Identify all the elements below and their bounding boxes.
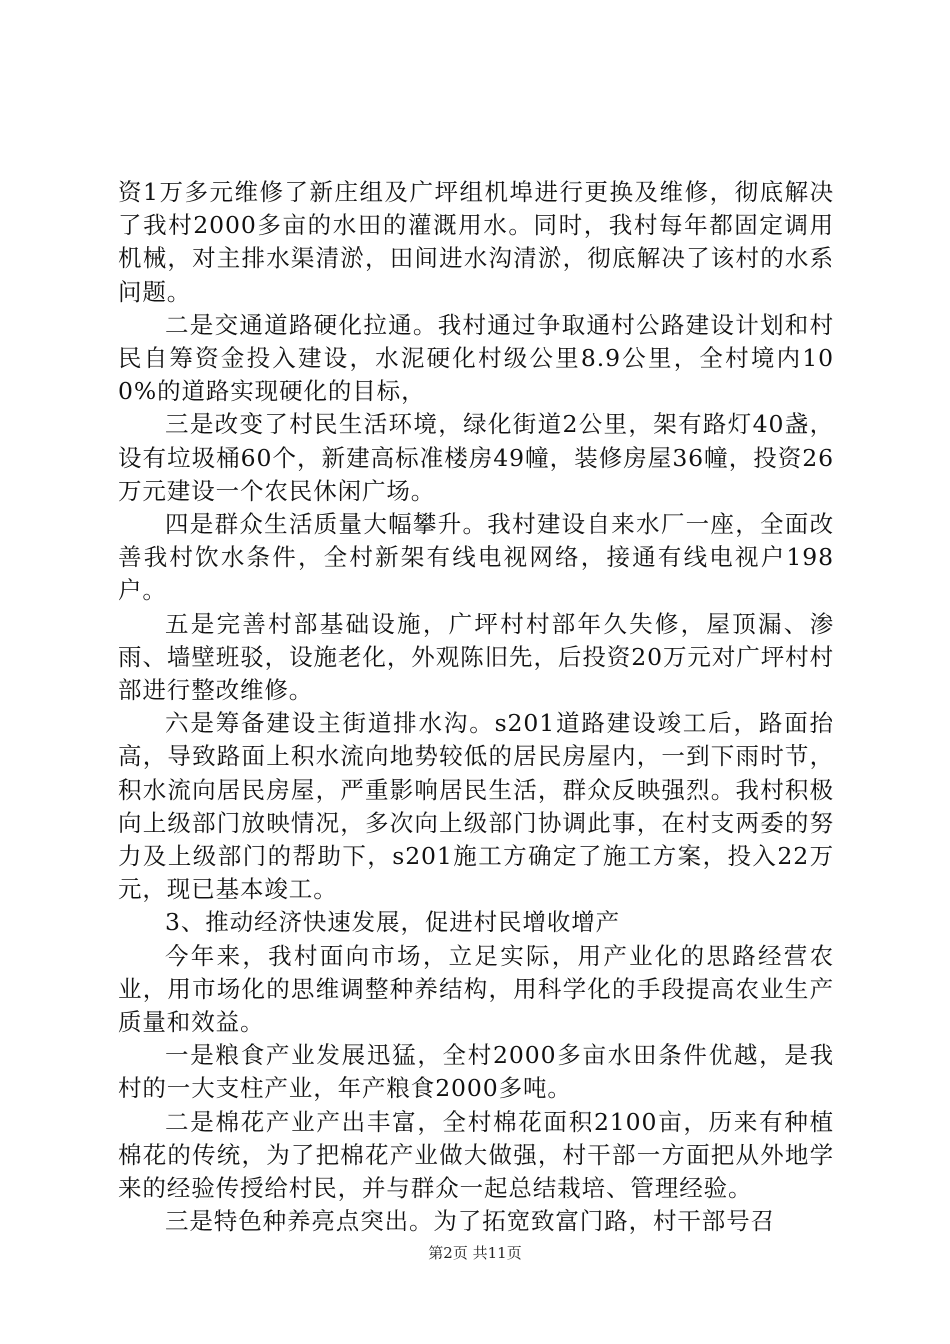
paragraph: 三是特色种养亮点突出。为了拓宽致富门路，村干部号召 [165,1207,775,1236]
page-number-footer: 第2页 共11页 [428,1244,522,1262]
paragraph: 二是交通道路硬化拉通。我村通过争取通村公路建设计划和村民自筹资金投入建设，水泥硬化村级公里8.9公里，全村境内100%的道路实现硬化的目标， [118,310,834,406]
document-body [118,176,834,1239]
section-heading: 3、推动经济快速发展，促进村民增收增产 [165,908,621,937]
paragraph: 资1万多元维修了新庄组及广坪组机埠进行更换及维修，彻底解决了我村2000多亩的水田的灌溉用水。同时，我村每年都固定调用机械，对主排水渠清淤，田间进水沟清淤，彻底解决了该村的水系问题。 [118,178,834,306]
paragraph: 六是筹备建设主街道排水沟。s201道路建设竣工后，路面抬高，导致路面上积水流向地势较低的居民房屋内，一到下雨时节，积水流向居民房屋，严重影响居民生活，群众反映强烈。我村积极向上级部门放映情况，多次向上级部门协调此事，在村支两委的努力及上级部门的帮助下，s201施工方确定了施工方案，投入22万元，现已基本竣工。 [118,709,834,904]
paragraph: 四是群众生活质量大幅攀升。我村建设自来水厂一座，全面改善我村饮水条件，全村新架有线电视网络，接通有线电视户198户。 [118,510,834,605]
paragraph: 今年来，我村面向市场，立足实际，用产业化的思路经营农业，用市场化的思维调整种养结构，用科学化的手段提高农业生产质量和效益。 [118,941,834,1037]
paragraph: 三是改变了村民生活环境，绿化街道2公里，架有路灯40盏，设有垃圾桶60个，新建高标准楼房49幢，装修房屋36幢，投资26万元建设一个农民休闲广场。 [118,410,834,505]
paragraph: 二是棉花产业产出丰富，全村棉花面积2100亩，历来有种植棉花的传统，为了把棉花产业做大做强，村干部一方面把从外地学来的经验传授给村民，并与群众一起总结栽培、管理经验。 [118,1107,834,1203]
paragraph: 五是完善村部基础设施，广坪村村部年久失修，屋顶漏、渗雨、墙壁班驳，设施老化，外观陈旧先，后投资20万元对广坪村村部进行整改维修。 [118,609,834,705]
paragraph: 一是粮食产业发展迅猛，全村2000多亩水田条件优越，是我村的一大支柱产业，年产粮食2000多吨。 [118,1041,834,1103]
